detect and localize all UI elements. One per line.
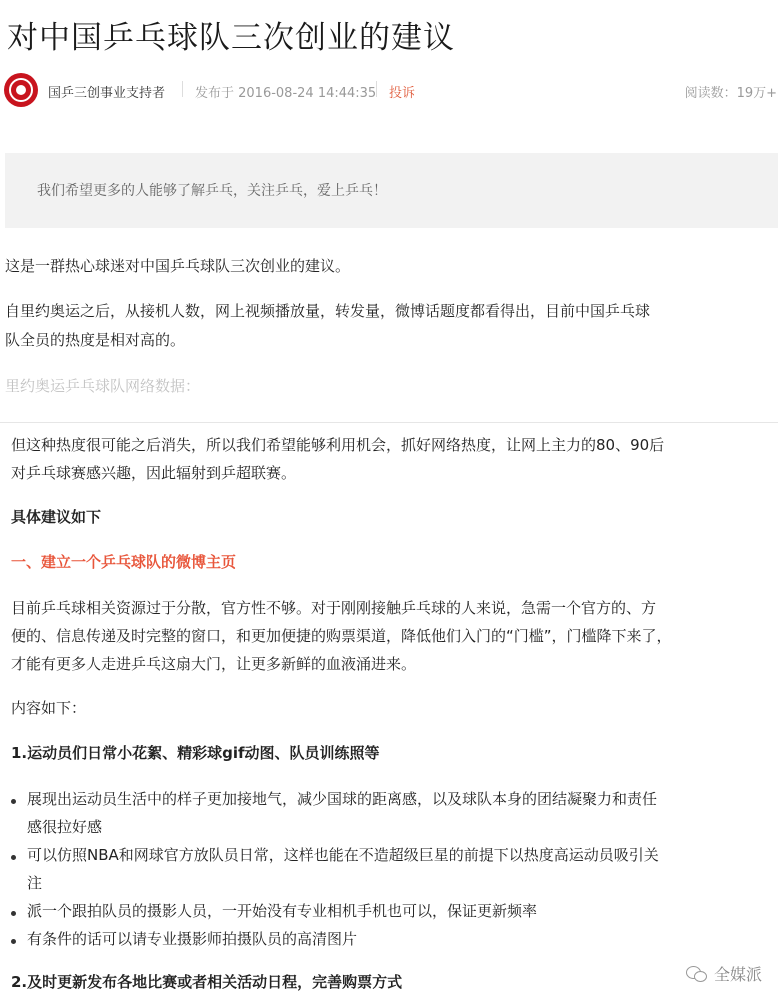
paragraph-line: 但这种热度很可能之后消失，所以我们希望能够利用机会，抓好网络热度，让网上主力的80、90后 (11, 436, 665, 454)
author-name-link[interactable]: 国乒三创事业支持者 (48, 86, 166, 101)
avatar-dot-icon (16, 85, 26, 95)
meta-divider (376, 81, 377, 97)
list-item: 派一个跟拍队员的摄影人员，一开始没有专业相机手机也可以，保证更新频率 (27, 902, 538, 920)
article-title: 对中国乒乓球队三次创业的建议 (7, 20, 455, 56)
list-item-continued: 注 (27, 874, 43, 892)
paragraph-intro: 这是一群热心球迷对中国乒乓球队三次创业的建议。 (5, 257, 351, 275)
paragraph-line: 目前乒乓球相关资源过于分散，官方性不够。对于刚刚接触乒乓球的人来说，急需一个官方的、方 (11, 599, 657, 617)
item-heading-1: 1.运动员们日常小花絮、精彩球gif动图、队员训练照等 (11, 744, 380, 762)
content-label: 内容如下： (11, 699, 87, 717)
list-item: 有条件的话可以请专业摄影师拍摄队员的高清图片 (27, 930, 358, 948)
item-heading-2: 2.及时更新发布各地比赛或者相关活动日程，完善购票方式 (11, 973, 403, 991)
bullet-icon (11, 939, 16, 944)
watermark-text: 全媒派 (713, 965, 762, 984)
bullet-icon (11, 799, 16, 804)
list-item: 可以仿照NBA和网球官方放队员日常，这样也能在不造超级巨星的前提下以热度高运动员吸引关 (27, 846, 659, 864)
bullet-icon (11, 911, 16, 916)
summary-quote-text: 我们希望更多的人能够了解乒乓，关注乒乓，爱上乒乓！ (37, 183, 387, 199)
list-item-continued: 感很拉好感 (27, 818, 103, 836)
data-section-heading: 里约奥运乒乓球队网络数据： (5, 377, 201, 395)
suggestions-heading: 具体建议如下 (11, 508, 102, 526)
paragraph-line: 自里约奥运之后，从接机人数，网上视频播放量，转发量，微博话题度都看得出，目前中国乒乓球 (5, 302, 651, 320)
bullet-icon (11, 855, 16, 860)
section-divider (0, 422, 778, 423)
publish-date: 发布于 2016-08-24 14:44:35 (195, 86, 377, 101)
paragraph-line: 对乒乓球赛感兴趣，因此辐射到乒超联赛。 (11, 464, 297, 482)
paragraph-line: 才能有更多人走进乒乓这扇大门，让更多新鲜的血液涌进来。 (11, 655, 417, 673)
wechat-icon (686, 966, 708, 982)
article-meta-bar (0, 70, 778, 110)
read-count: 阅读数：19万+ (684, 86, 777, 101)
paragraph-line: 队全员的热度是相对高的。 (5, 331, 186, 349)
paragraph-line: 便的、信息传递及时完整的窗口，和更加便捷的购票渠道，降低他们入门的“门槛”，门槛降下来了， (11, 627, 672, 645)
list-item: 展现出运动员生活中的样子更加接地气，减少国球的距离感，以及球队本身的团结凝聚力和责任 (27, 790, 658, 808)
meta-divider (182, 81, 183, 97)
summary-quote-box (5, 153, 778, 228)
watermark (686, 962, 762, 985)
author-avatar[interactable] (4, 73, 38, 107)
report-link[interactable]: 投诉 (389, 86, 416, 101)
section-heading-weibo: 一、建立一个乒乓球队的微博主页 (11, 553, 237, 571)
